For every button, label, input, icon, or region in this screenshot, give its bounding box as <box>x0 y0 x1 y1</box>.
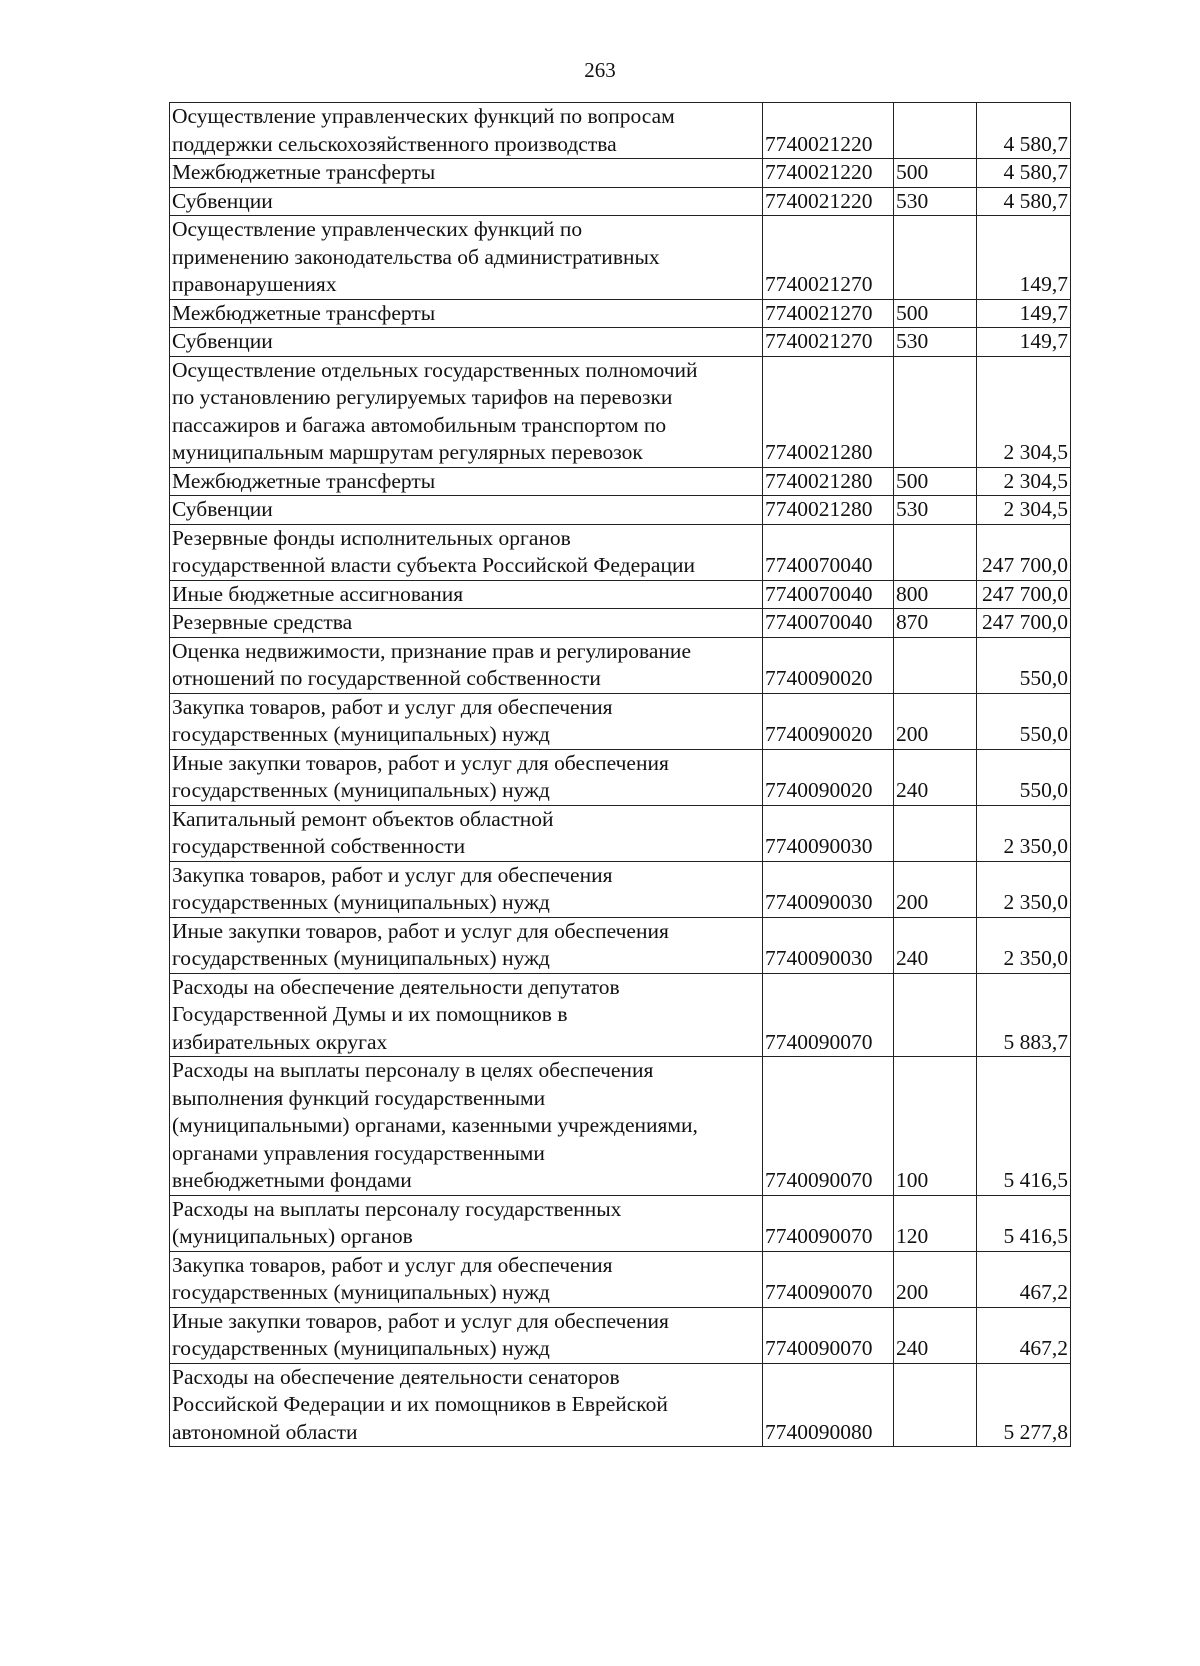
table-row <box>170 1251 1071 1307</box>
expense-name-line: Расходы на обеспечение деятельности сенаторов <box>172 1364 620 1389</box>
expense-name-line: Капитальный ремонт объектов областной <box>172 806 554 831</box>
budget-table-body <box>170 103 1071 1447</box>
amount-cell: 5 416,5 <box>977 1195 1071 1251</box>
expense-kind-cell: 100 <box>894 1057 977 1196</box>
expense-name-line: государственных (муниципальных) нужд <box>172 722 550 746</box>
expense-name-line: Оценка недвижимости, признание прав и регулирование <box>172 638 691 663</box>
expense-name-cell <box>170 467 763 496</box>
expense-name-line: Российской Федерации и их помощников в Еврейской <box>172 1392 668 1416</box>
expense-name-line: поддержки сельскохозяйственного производства <box>172 131 617 156</box>
table-row <box>170 328 1071 357</box>
target-code-cell: 7740090020 <box>763 749 894 805</box>
target-code-cell: 7740090070 <box>763 1195 894 1251</box>
expense-name-line: (муниципальных) органов <box>172 1224 413 1248</box>
expense-name-line: Иные бюджетные ассигнования <box>172 581 464 606</box>
table-row <box>170 467 1071 496</box>
expense-name-line: Иные закупки товаров, работ и услуг для обеспечения <box>172 918 669 943</box>
expense-kind-cell: 500 <box>894 299 977 328</box>
expense-name-line: пассажиров и багажа автомобильным транспортом по <box>172 412 667 437</box>
amount-cell: 5 277,8 <box>977 1363 1071 1447</box>
expense-name-line: государственной собственности <box>172 834 466 858</box>
expense-name-line: правонарушениях <box>172 272 337 296</box>
amount-cell: 4 580,7 <box>977 159 1071 188</box>
expense-name-line: Резервные средства <box>172 610 353 634</box>
expense-name-line: Расходы на выплаты персоналу в целях обеспечения <box>172 1058 654 1082</box>
expense-kind-cell: 200 <box>894 861 977 917</box>
target-code-cell: 7740070040 <box>763 580 894 609</box>
table-row <box>170 496 1071 525</box>
expense-kind-cell: 240 <box>894 917 977 973</box>
amount-cell: 149,7 <box>977 299 1071 328</box>
table-row <box>170 609 1071 638</box>
target-code-cell: 7740090030 <box>763 805 894 861</box>
table-row <box>170 216 1071 300</box>
expense-name-line: Межбюджетные трансферты <box>172 300 436 325</box>
expense-kind-cell: 240 <box>894 1307 977 1363</box>
expense-name-cell <box>170 1307 763 1363</box>
expense-name-line: Резервные фонды исполнительных органов <box>172 525 571 550</box>
table-row <box>170 103 1071 159</box>
table-row <box>170 805 1071 861</box>
expense-name-line: Субвенции <box>172 497 273 521</box>
expense-name-line: государственных (муниципальных) нужд <box>172 946 550 970</box>
amount-cell: 247 700,0 <box>977 524 1071 580</box>
expense-kind-cell: 500 <box>894 159 977 188</box>
expense-name-cell <box>170 693 763 749</box>
expense-name-line: Закупка товаров, работ и услуг для обеспечения <box>172 1252 613 1277</box>
expense-name-cell <box>170 1195 763 1251</box>
amount-cell: 149,7 <box>977 328 1071 357</box>
expense-name-line: государственных (муниципальных) нужд <box>172 1280 550 1304</box>
amount-cell: 2 350,0 <box>977 917 1071 973</box>
target-code-cell: 7740090070 <box>763 973 894 1057</box>
amount-cell: 2 304,5 <box>977 496 1071 525</box>
expense-name-line: государственных (муниципальных) нужд <box>172 890 550 914</box>
expense-name-cell <box>170 356 763 467</box>
expense-name-cell <box>170 580 763 609</box>
expense-name-line: Расходы на выплаты персоналу государственных <box>172 1196 622 1221</box>
table-row <box>170 917 1071 973</box>
expense-name-cell <box>170 524 763 580</box>
expense-name-cell <box>170 637 763 693</box>
target-code-cell: 7740021220 <box>763 187 894 216</box>
amount-cell: 550,0 <box>977 749 1071 805</box>
target-code-cell: 7740021270 <box>763 328 894 357</box>
amount-cell: 4 580,7 <box>977 103 1071 159</box>
expense-name-line: внебюджетными фондами <box>172 1168 412 1192</box>
expense-name-cell <box>170 328 763 357</box>
expense-kind-cell: 200 <box>894 1251 977 1307</box>
target-code-cell: 7740021220 <box>763 103 894 159</box>
amount-cell: 467,2 <box>977 1307 1071 1363</box>
budget-table <box>169 102 1071 1447</box>
target-code-cell: 7740021280 <box>763 356 894 467</box>
amount-cell: 550,0 <box>977 693 1071 749</box>
expense-kind-cell: 240 <box>894 749 977 805</box>
target-code-cell: 7740090030 <box>763 917 894 973</box>
target-code-cell: 7740090020 <box>763 637 894 693</box>
expense-name-line: по установлению регулируемых тарифов на перевозки <box>172 385 673 409</box>
expense-name-cell <box>170 187 763 216</box>
target-code-cell: 7740070040 <box>763 609 894 638</box>
expense-kind-cell <box>894 103 977 159</box>
expense-kind-cell: 530 <box>894 328 977 357</box>
expense-name-line: Государственной Думы и их помощников в <box>172 1002 568 1026</box>
amount-cell: 550,0 <box>977 637 1071 693</box>
table-row <box>170 159 1071 188</box>
table-row <box>170 637 1071 693</box>
expense-name-line: Закупка товаров, работ и услуг для обеспечения <box>172 862 613 887</box>
amount-cell: 2 350,0 <box>977 861 1071 917</box>
expense-kind-cell: 800 <box>894 580 977 609</box>
target-code-cell: 7740090070 <box>763 1057 894 1196</box>
expense-kind-cell <box>894 216 977 300</box>
expense-name-cell <box>170 805 763 861</box>
expense-name-cell <box>170 749 763 805</box>
expense-name-line: автономной области <box>172 1419 358 1444</box>
expense-name-line: Иные закупки товаров, работ и услуг для обеспечения <box>172 1308 669 1333</box>
expense-name-cell <box>170 609 763 638</box>
expense-name-cell <box>170 159 763 188</box>
expense-name-cell <box>170 496 763 525</box>
expense-kind-cell <box>894 356 977 467</box>
table-row <box>170 749 1071 805</box>
expense-name-line: Осуществление управленческих функций по вопросам <box>172 104 675 128</box>
amount-cell: 2 304,5 <box>977 467 1071 496</box>
target-code-cell: 7740090070 <box>763 1307 894 1363</box>
expense-name-cell <box>170 1363 763 1447</box>
expense-name-line: государственных (муниципальных) нужд <box>172 778 550 802</box>
expense-name-line: Иные закупки товаров, работ и услуг для обеспечения <box>172 750 669 775</box>
amount-cell: 2 304,5 <box>977 356 1071 467</box>
table-row <box>170 1057 1071 1196</box>
amount-cell: 5 416,5 <box>977 1057 1071 1196</box>
expense-kind-cell <box>894 637 977 693</box>
table-row <box>170 693 1071 749</box>
target-code-cell: 7740070040 <box>763 524 894 580</box>
amount-cell: 4 580,7 <box>977 187 1071 216</box>
expense-name-line: избирательных округах <box>172 1029 388 1054</box>
table-row <box>170 861 1071 917</box>
expense-kind-cell <box>894 524 977 580</box>
page-number: 263 <box>584 58 616 82</box>
expense-name-line: (муниципальными) органами, казенными учреждениями, <box>172 1113 698 1137</box>
table-row <box>170 580 1071 609</box>
amount-cell: 5 883,7 <box>977 973 1071 1057</box>
target-code-cell: 7740021270 <box>763 299 894 328</box>
expense-kind-cell: 530 <box>894 496 977 525</box>
expense-name-line: муниципальным маршрутам регулярных перевозок <box>172 440 643 464</box>
table-row <box>170 524 1071 580</box>
expense-name-cell <box>170 1251 763 1307</box>
amount-cell: 149,7 <box>977 216 1071 300</box>
expense-name-line: Субвенции <box>172 188 273 213</box>
expense-kind-cell <box>894 973 977 1057</box>
table-row <box>170 299 1071 328</box>
target-code-cell: 7740021220 <box>763 159 894 188</box>
target-code-cell: 7740021270 <box>763 216 894 300</box>
table-row <box>170 973 1071 1057</box>
target-code-cell: 7740090020 <box>763 693 894 749</box>
amount-cell: 247 700,0 <box>977 609 1071 638</box>
table-row <box>170 187 1071 216</box>
target-code-cell: 7740090080 <box>763 1363 894 1447</box>
expense-name-cell <box>170 917 763 973</box>
expense-name-line: Закупка товаров, работ и услуг для обеспечения <box>172 694 613 719</box>
amount-cell: 2 350,0 <box>977 805 1071 861</box>
expense-name-line: государственной власти субъекта Российской Федерации <box>172 553 695 577</box>
target-code-cell: 7740021280 <box>763 467 894 496</box>
amount-cell: 247 700,0 <box>977 580 1071 609</box>
expense-kind-cell: 120 <box>894 1195 977 1251</box>
expense-name-line: Осуществление управленческих функций по <box>172 217 583 241</box>
expense-name-cell <box>170 861 763 917</box>
expense-kind-cell <box>894 1363 977 1447</box>
table-row <box>170 1195 1071 1251</box>
expense-name-line: Расходы на обеспечение деятельности депутатов <box>172 974 620 999</box>
target-code-cell: 7740090070 <box>763 1251 894 1307</box>
expense-name-cell <box>170 973 763 1057</box>
expense-kind-cell: 530 <box>894 187 977 216</box>
table-row <box>170 1363 1071 1447</box>
expense-name-cell <box>170 1057 763 1196</box>
expense-name-line: Субвенции <box>172 329 273 353</box>
expense-name-cell <box>170 103 763 159</box>
expense-name-line: государственных (муниципальных) нужд <box>172 1336 550 1360</box>
expense-kind-cell: 500 <box>894 467 977 496</box>
table-row <box>170 1307 1071 1363</box>
expense-name-line: Межбюджетные трансферты <box>172 160 436 184</box>
target-code-cell: 7740090030 <box>763 861 894 917</box>
expense-name-line: применению законодательства об административных <box>172 244 660 269</box>
expense-kind-cell: 200 <box>894 693 977 749</box>
table-row <box>170 356 1071 467</box>
expense-name-line: отношений по государственной собственности <box>172 666 601 690</box>
target-code-cell: 7740021280 <box>763 496 894 525</box>
amount-cell: 467,2 <box>977 1251 1071 1307</box>
expense-kind-cell <box>894 805 977 861</box>
expense-name-cell <box>170 216 763 300</box>
expense-name-cell <box>170 299 763 328</box>
expense-name-line: выполнения функций государственными <box>172 1085 546 1110</box>
expense-name-line: органами управления государственными <box>172 1140 545 1165</box>
expense-name-line: Межбюджетные трансферты <box>172 468 436 493</box>
expense-name-line: Осуществление отдельных государственных полномочий <box>172 357 698 382</box>
expense-kind-cell: 870 <box>894 609 977 638</box>
